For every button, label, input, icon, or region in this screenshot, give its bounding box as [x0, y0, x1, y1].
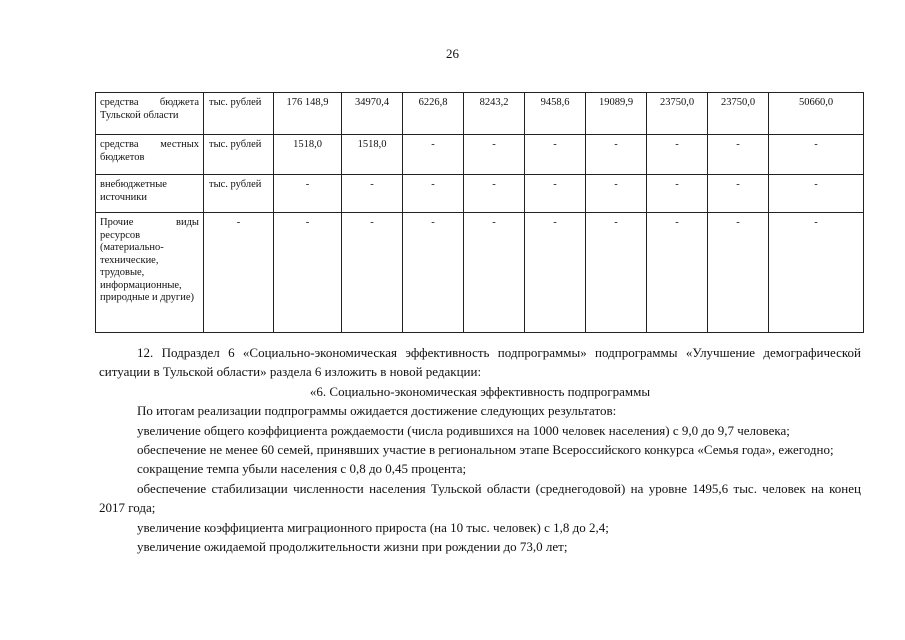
- value-cell: -: [464, 135, 525, 175]
- value-cell: 23750,0: [708, 93, 769, 135]
- result-item-family-contest: обеспечение не менее 60 семей, принявших участие в региональном этапе Всероссийского конкурса «Семья года», ежегодно;: [137, 442, 834, 458]
- table-row: [96, 93, 864, 135]
- result-item-birth-rate: увеличение общего коэффициента рождаемости (числа родившихся на 1000 человек населения) с 9,0 до 9,7 человека;: [137, 422, 790, 438]
- value-cell: -: [525, 175, 586, 213]
- value-cell: 23750,0: [647, 93, 708, 135]
- value-cell: -: [274, 175, 342, 213]
- funding-source-cell: Прочие виды ресурсов (материально-технические, трудовые, информационные, природные и другие): [96, 213, 204, 333]
- funding-source-cell: средства местных бюджетов: [96, 135, 204, 175]
- result-item-migration: увеличение коэффициента миграционного прироста (на 10 тыс. человек) с 1,8 до 2,4;: [137, 519, 609, 535]
- value-cell: 8243,2: [464, 93, 525, 135]
- value-cell: 6226,8: [403, 93, 464, 135]
- value-cell: 176 148,9: [274, 93, 342, 135]
- value-cell: -: [403, 175, 464, 213]
- value-cell: -: [708, 135, 769, 175]
- value-cell: 19089,9: [586, 93, 647, 135]
- value-cell: -: [464, 213, 525, 333]
- value-cell: 1518,0: [342, 135, 403, 175]
- value-cell: -: [647, 135, 708, 175]
- value-cell: -: [708, 213, 769, 333]
- funding-source-cell: внебюджетные источники: [96, 175, 204, 213]
- value-cell: -: [342, 175, 403, 213]
- funding-source-cell: средства бюджета Тульской области: [96, 93, 204, 135]
- document-body: [99, 343, 861, 556]
- value-cell: -: [769, 213, 864, 333]
- unit-cell: тыс. рублей: [204, 175, 274, 213]
- unit-cell: -: [204, 213, 274, 333]
- unit-cell: тыс. рублей: [204, 93, 274, 135]
- value-cell: -: [464, 175, 525, 213]
- value-cell: -: [708, 175, 769, 213]
- value-cell: -: [586, 135, 647, 175]
- table-row: [96, 175, 864, 213]
- result-item-population-decline: сокращение темпа убыли населения с 0,8 до 0,45 процента;: [137, 461, 467, 477]
- result-item-life-expectancy: увеличение ожидаемой продолжительности жизни при рождении до 73,0 лет;: [137, 539, 568, 555]
- result-item-population-stabilization: обеспечение стабилизации численности населения Тульской области (среднегодовой) на уровне 1495,6 тыс. человек на конец 2017 года;: [99, 480, 861, 516]
- value-cell: -: [403, 135, 464, 175]
- section-heading: «6. Социально-экономическая эффективность подпрограммы: [309, 383, 651, 399]
- value-cell: -: [769, 135, 864, 175]
- value-cell: 34970,4: [342, 93, 403, 135]
- value-cell: -: [586, 175, 647, 213]
- value-cell: -: [342, 213, 403, 333]
- funding-table: [95, 92, 864, 333]
- table-row: [96, 135, 864, 175]
- value-cell: -: [403, 213, 464, 333]
- value-cell: 50660,0: [769, 93, 864, 135]
- amendment-paragraph: 12. Подраздел 6 «Социально-экономическая эффективность подпрограммы» подпрограммы «Улучшение демографической ситуации в Тульской области» раздела 6 изложить в новой редакции:: [99, 345, 861, 380]
- value-cell: 9458,6: [525, 93, 586, 135]
- page-number: 26: [446, 46, 459, 61]
- value-cell: -: [525, 213, 586, 333]
- value-cell: 1518,0: [274, 135, 342, 175]
- value-cell: -: [647, 175, 708, 213]
- table-row: [96, 213, 864, 333]
- unit-cell: тыс. рублей: [204, 135, 274, 175]
- value-cell: -: [647, 213, 708, 333]
- results-intro: По итогам реализации подпрограммы ожидается достижение следующих результатов:: [137, 403, 617, 419]
- value-cell: -: [586, 213, 647, 333]
- value-cell: -: [525, 135, 586, 175]
- value-cell: -: [274, 213, 342, 333]
- value-cell: -: [769, 175, 864, 213]
